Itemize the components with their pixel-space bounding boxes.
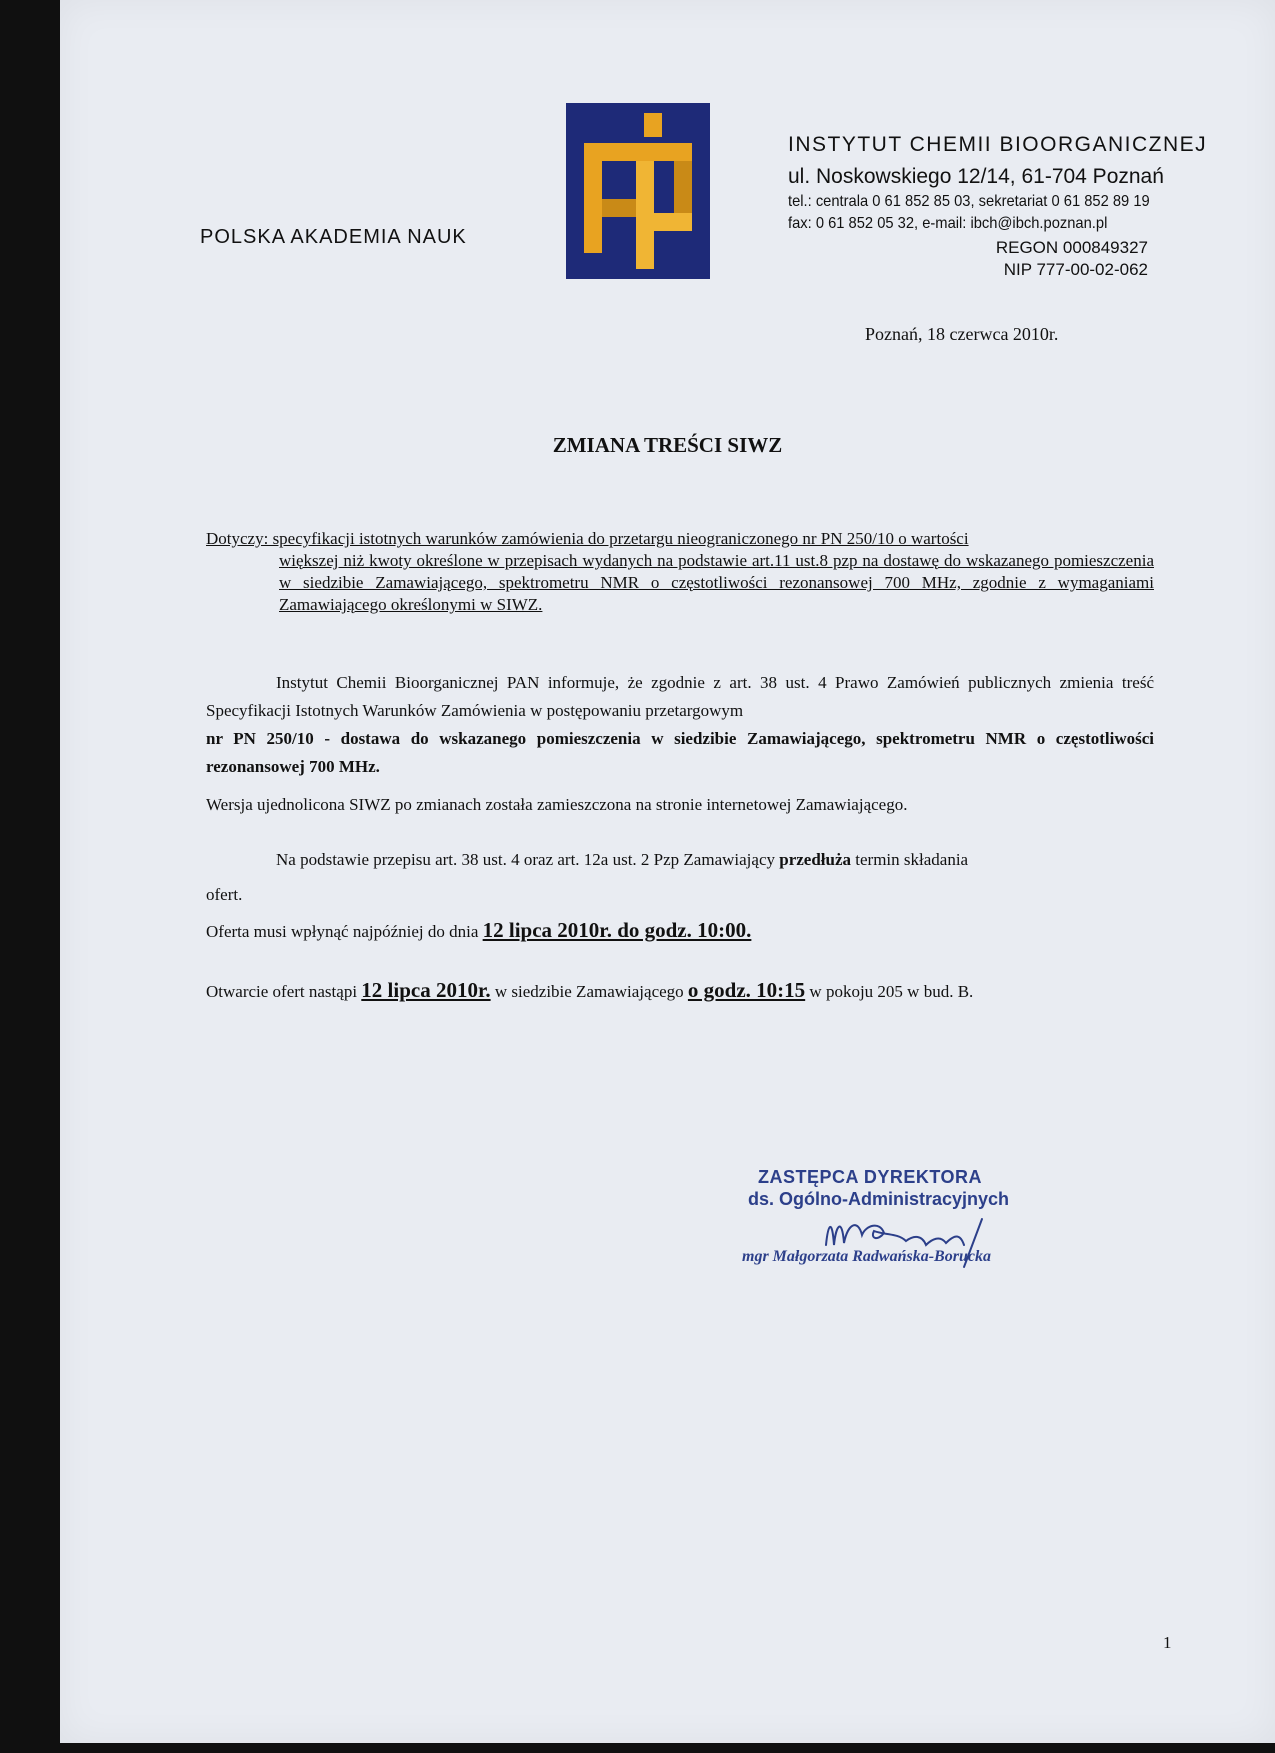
institute-phone: tel.: centrala 0 61 852 85 03, sekretariat 0 61 852 89 19: [788, 193, 1150, 210]
opening-date: 12 lipca 2010r.: [361, 978, 491, 1002]
subject-rest: większej niż kwoty określone w przepisach wydanych na podstawie art.11 ust.8 pzp na dostawę do wskazanego pomieszczenia w siedzibie Zamawiającego, spektrometru NMR o częstotliwości rezonansowej 700 MHz, zgodnie z wymaganiami Zamawiającego określonymi w SIWZ.: [279, 551, 1154, 614]
extension-end: ofert.: [206, 885, 243, 904]
extend-bold: przedłuża: [779, 850, 852, 869]
opening-time: o godz. 10:15: [687, 978, 806, 1002]
extend-post: termin składania: [851, 850, 969, 869]
nip-number: NIP 777-00-02-062: [1003, 260, 1148, 279]
subject-block: [206, 528, 1154, 616]
opening-mid: w siedzibie Zamawiającego: [490, 982, 688, 1001]
version-note: Wersja ujednolicona SIWZ po zmianach została zamieszczona na stronie internetowej Zamawiającego.: [206, 795, 908, 814]
para1-text: Instytut Chemii Bioorganicznej PAN informuje, że zgodnie z art. 38 ust. 4 Prawo Zamówień publicznych zmienia treść Specyfikacji Istotnych Warunków Zamówienia w postępowaniu przetargowym: [206, 673, 1154, 720]
extend-pre: Na podstawie przepisu art. 38 ust. 4 oraz art. 12a ust. 2 Pzp Zamawiający: [276, 850, 780, 869]
regon-number: REGON 000849327: [995, 238, 1148, 257]
institute-address: ul. Noskowskiego 12/14, 61-704 Poznań: [788, 165, 1164, 188]
institute-name: INSTYTUT CHEMII BIOORGANICZNEJ: [788, 133, 1208, 156]
page-number: 1: [1163, 1633, 1172, 1652]
stamp-title: ZASTĘPCA DYREKTORA: [758, 1167, 983, 1187]
signatory-name: mgr Małgorzata Radwańska-Borucka: [742, 1248, 991, 1265]
deadline-pre: Oferta musi wpłynąć najpóźniej do dnia: [206, 922, 483, 941]
body-paragraph-1: [206, 669, 1154, 781]
document-date: Poznań, 18 czerwca 2010r.: [865, 324, 1059, 344]
deadline-paragraph: [206, 918, 751, 943]
opening-pre: Otwarcie ofert nastąpi: [206, 982, 362, 1001]
document-page: [60, 0, 1275, 1743]
academy-name: POLSKA AKADEMIA NAUK: [200, 226, 467, 248]
deadline-date: 12 lipca 2010r. do godz. 10:00.: [482, 918, 752, 942]
extension-paragraph: [276, 850, 968, 870]
opening-post: w pokoju 205 w bud. B.: [805, 982, 974, 1001]
institute-logo: [566, 103, 710, 279]
stamp-subtitle: ds. Ogólno-Administracyjnych: [748, 1189, 1010, 1209]
document-title: ZMIANA TREŚCI SIWZ: [552, 433, 783, 457]
subject-line-1: Dotyczy: specyfikacji istotnych warunków zamówienia do przetargu nieograniczonego nr PN 250/10 o wartości: [206, 529, 969, 548]
opening-paragraph: [206, 978, 973, 1003]
para1-bold: nr PN 250/10 - dostawa do wskazanego pomieszczenia w siedzibie Zamawiającego, spektrometru NMR o częstotliwości rezonansowej 700 MHz.: [206, 729, 1154, 776]
institute-fax-email: fax: 0 61 852 05 32, e-mail: ibch@ibch.poznan.pl: [788, 215, 1108, 232]
